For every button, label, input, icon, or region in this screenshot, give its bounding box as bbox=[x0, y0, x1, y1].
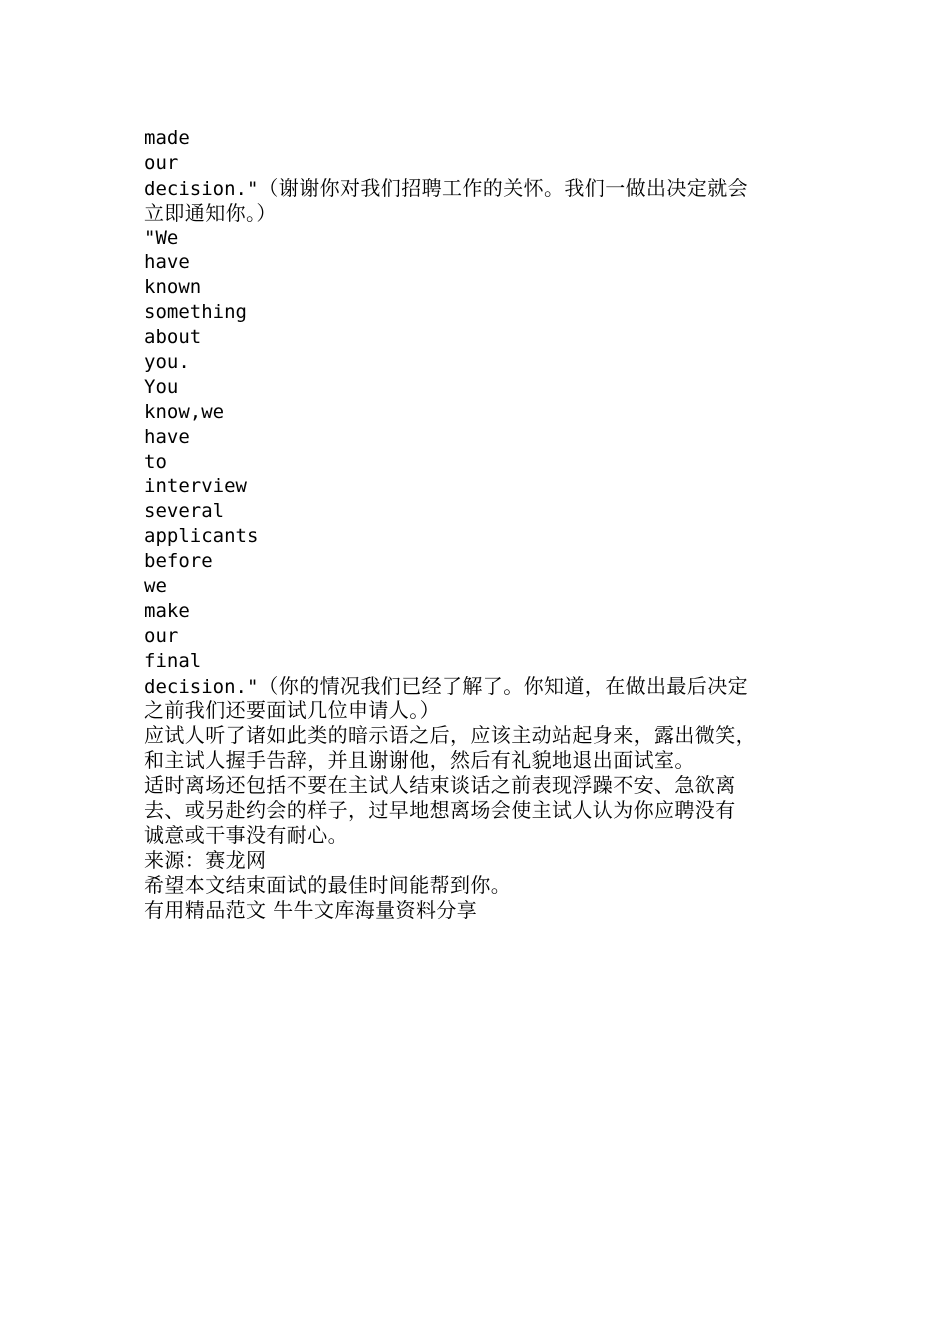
text-line: 应试人听了诸如此类的暗示语之后，应该主动站起身来，露出微笑， bbox=[144, 723, 756, 748]
text-line: "We bbox=[144, 226, 179, 249]
text-line: our bbox=[144, 624, 179, 647]
text-line: You bbox=[144, 375, 179, 398]
english-fragment: decision." bbox=[144, 177, 259, 200]
text-line: have bbox=[144, 251, 190, 274]
document-body bbox=[144, 126, 814, 923]
text-line: interview bbox=[144, 475, 247, 498]
text-line: several bbox=[144, 500, 225, 523]
text-line: made bbox=[144, 127, 190, 149]
text-line: 之前我们还要面试几位申请人。） bbox=[144, 698, 440, 723]
text-line: our bbox=[144, 151, 179, 174]
text-line: 立即通知你。） bbox=[144, 200, 277, 225]
text-line: make bbox=[144, 599, 190, 622]
footer-line: 有用精品范文 牛牛文库海量资料分享 bbox=[144, 897, 478, 922]
text-line: about bbox=[144, 326, 202, 349]
chinese-fragment: （你的情况我们已经了解了。你知道，在做出最后决定 bbox=[258, 673, 748, 698]
text-line-decision bbox=[144, 176, 814, 201]
chinese-fragment: （谢谢你对我们招聘工作的关怀。我们一做出决定就会 bbox=[258, 175, 748, 200]
source-line: 来源：赛龙网 bbox=[144, 847, 267, 872]
text-line: 诚意或干事没有耐心。 bbox=[144, 822, 348, 847]
text-line: know,we bbox=[144, 400, 225, 423]
text-line: to bbox=[144, 450, 167, 473]
text-line: you. bbox=[144, 351, 190, 374]
text-line: have bbox=[144, 425, 190, 448]
text-line: 适时离场还包括不要在主试人结束谈话之前表现浮躁不安、急欲离 bbox=[144, 773, 736, 798]
text-line: before bbox=[144, 550, 213, 573]
text-line: we bbox=[144, 575, 167, 598]
english-fragment: decision." bbox=[144, 675, 259, 698]
text-line: 去、或另赴约会的样子，过早地想离场会使主试人认为你应聘没有 bbox=[144, 798, 736, 823]
text-line: known bbox=[144, 276, 202, 299]
closing-line: 希望本文结束面试的最佳时间能帮到你。 bbox=[144, 872, 512, 897]
text-line: final bbox=[144, 649, 202, 672]
text-line: something bbox=[144, 301, 247, 324]
text-line: applicants bbox=[144, 525, 259, 548]
text-line-decision bbox=[144, 674, 814, 699]
text-line: 和主试人握手告辞，并且谢谢他，然后有礼貌地退出面试室。 bbox=[144, 748, 695, 773]
